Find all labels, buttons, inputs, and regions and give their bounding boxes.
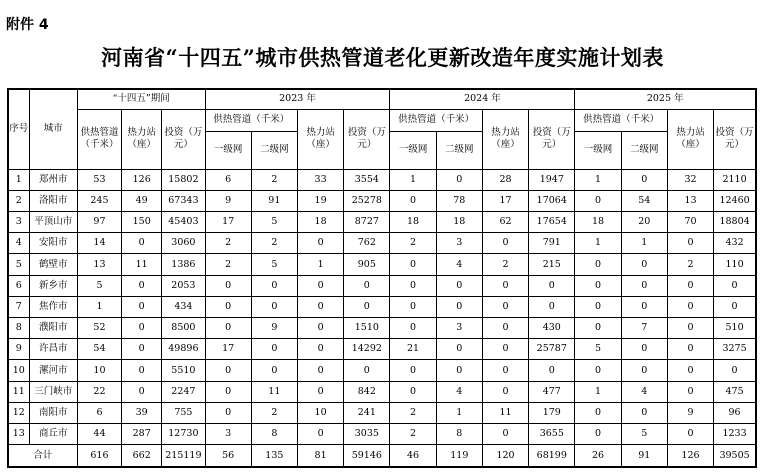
- cell-cst: 0: [667, 360, 713, 381]
- cell-ast: 10: [297, 402, 343, 423]
- cell-p_pipe: 5: [77, 275, 121, 296]
- cell-cst: 0: [667, 424, 713, 445]
- cell-c1: 0: [575, 360, 621, 381]
- cell-p_inv: 5510: [162, 360, 205, 381]
- cell-c2: 4: [621, 381, 667, 402]
- header-plan-period: “十四五”期间: [77, 89, 205, 109]
- header-plan-station: 热力站（座）: [122, 109, 162, 169]
- cell-no: 12: [8, 402, 29, 423]
- cell-p_inv: 45403: [162, 211, 205, 232]
- cell-bst: 0: [482, 424, 528, 445]
- cell-c1: 18: [575, 211, 621, 232]
- cell-bst: 17: [482, 190, 528, 211]
- cell-bst: 0: [482, 233, 528, 254]
- cell-cst: 0: [667, 296, 713, 317]
- plan-table: [7, 88, 757, 468]
- cell-b1: 0: [390, 190, 436, 211]
- table-row: [8, 190, 756, 211]
- cell-ast: 1: [297, 254, 343, 275]
- cell-cinv: 510: [714, 318, 756, 339]
- cell-p_st: 49: [122, 190, 162, 211]
- total-c2: 91: [621, 445, 667, 467]
- total-cst: 126: [667, 445, 713, 467]
- cell-city: 安阳市: [29, 233, 77, 254]
- cell-cinv: 432: [714, 233, 756, 254]
- cell-no: 5: [8, 254, 29, 275]
- cell-b1: 2: [390, 402, 436, 423]
- cell-b2: 1: [436, 402, 482, 423]
- header-2024-primary: 一级网: [390, 131, 436, 169]
- cell-cinv: 3275: [714, 339, 756, 360]
- cell-c1: 0: [575, 402, 621, 423]
- cell-p_pipe: 1: [77, 296, 121, 317]
- cell-no: 1: [8, 169, 29, 190]
- header-2025-pipe: 供热管道（千米）: [575, 109, 667, 131]
- cell-ast: 33: [297, 169, 343, 190]
- cell-b1: 0: [390, 381, 436, 402]
- cell-b2: 78: [436, 190, 482, 211]
- cell-a1: 17: [205, 211, 251, 232]
- cell-p_inv: 434: [162, 296, 205, 317]
- cell-p_inv: 3060: [162, 233, 205, 254]
- cell-city: 商丘市: [29, 424, 77, 445]
- cell-a1: 0: [205, 318, 251, 339]
- cell-a1: 0: [205, 296, 251, 317]
- cell-a1: 9: [205, 190, 251, 211]
- cell-c2: 0: [621, 169, 667, 190]
- cell-b2: 4: [436, 254, 482, 275]
- cell-bst: 0: [482, 296, 528, 317]
- cell-b2: 0: [436, 360, 482, 381]
- cell-a2: 8: [251, 424, 297, 445]
- cell-a2: 2: [251, 169, 297, 190]
- total-ast: 81: [297, 445, 343, 467]
- cell-bst: 0: [482, 360, 528, 381]
- table-row: [8, 360, 756, 381]
- header-2024-pipe: 供热管道（千米）: [390, 109, 482, 131]
- cell-p_st: 0: [122, 233, 162, 254]
- cell-b1: 2: [390, 233, 436, 254]
- cell-p_inv: 755: [162, 402, 205, 423]
- cell-cinv: 0: [714, 275, 756, 296]
- cell-binv: 477: [529, 381, 575, 402]
- total-p_st: 662: [122, 445, 162, 467]
- cell-ainv: 3035: [344, 424, 390, 445]
- cell-cst: 0: [667, 318, 713, 339]
- cell-city: 三门峡市: [29, 381, 77, 402]
- cell-ainv: 8727: [344, 211, 390, 232]
- cell-c2: 0: [621, 296, 667, 317]
- cell-ainv: 1510: [344, 318, 390, 339]
- cell-binv: 0: [529, 296, 575, 317]
- cell-ainv: 25278: [344, 190, 390, 211]
- cell-c1: 0: [575, 275, 621, 296]
- cell-cst: 0: [667, 381, 713, 402]
- header-2023-pipe: 供热管道（千米）: [205, 109, 297, 131]
- cell-ainv: 842: [344, 381, 390, 402]
- total-ainv: 59146: [344, 445, 390, 467]
- cell-a1: 3: [205, 424, 251, 445]
- cell-bst: 0: [482, 318, 528, 339]
- header-2023-secondary: 二级网: [251, 131, 297, 169]
- header-2025-primary: 一级网: [575, 131, 621, 169]
- cell-p_st: 0: [122, 381, 162, 402]
- cell-binv: 215: [529, 254, 575, 275]
- header-2025-invest: 投资（万元）: [714, 109, 756, 169]
- cell-p_inv: 2247: [162, 381, 205, 402]
- cell-p_st: 126: [122, 169, 162, 190]
- cell-city: 焦作市: [29, 296, 77, 317]
- table-row: [8, 254, 756, 275]
- cell-a2: 11: [251, 381, 297, 402]
- cell-b2: 8: [436, 424, 482, 445]
- cell-c2: 0: [621, 254, 667, 275]
- cell-a2: 9: [251, 318, 297, 339]
- cell-c2: 0: [621, 339, 667, 360]
- cell-p_st: 0: [122, 339, 162, 360]
- cell-bst: 2: [482, 254, 528, 275]
- cell-c1: 1: [575, 233, 621, 254]
- cell-cinv: 1233: [714, 424, 756, 445]
- header-2023-invest: 投资（万元）: [344, 109, 390, 169]
- cell-p_st: 0: [122, 275, 162, 296]
- cell-cst: 2: [667, 254, 713, 275]
- cell-a2: 2: [251, 402, 297, 423]
- cell-binv: 0: [529, 360, 575, 381]
- cell-binv: 3655: [529, 424, 575, 445]
- header-2023-station: 热力站（座）: [297, 109, 343, 169]
- cell-ast: 0: [297, 275, 343, 296]
- cell-a2: 2: [251, 233, 297, 254]
- cell-city: 洛阳市: [29, 190, 77, 211]
- cell-ast: 0: [297, 381, 343, 402]
- cell-binv: 791: [529, 233, 575, 254]
- cell-a2: 5: [251, 211, 297, 232]
- cell-city: 南阳市: [29, 402, 77, 423]
- cell-p_pipe: 54: [77, 339, 121, 360]
- header-seq: 序号: [8, 89, 29, 169]
- cell-ast: 0: [297, 360, 343, 381]
- cell-c1: 0: [575, 296, 621, 317]
- cell-c1: 0: [575, 190, 621, 211]
- cell-city: 濮阳市: [29, 318, 77, 339]
- cell-no: 13: [8, 424, 29, 445]
- cell-a1: 0: [205, 381, 251, 402]
- cell-no: 11: [8, 381, 29, 402]
- cell-b1: 1: [390, 169, 436, 190]
- cell-bst: 0: [482, 275, 528, 296]
- table-row: [8, 296, 756, 317]
- cell-a2: 0: [251, 360, 297, 381]
- cell-p_pipe: 13: [77, 254, 121, 275]
- total-a2: 135: [251, 445, 297, 467]
- cell-no: 7: [8, 296, 29, 317]
- cell-a2: 0: [251, 339, 297, 360]
- cell-a1: 2: [205, 233, 251, 254]
- cell-a1: 0: [205, 360, 251, 381]
- cell-p_pipe: 6: [77, 402, 121, 423]
- total-cinv: 39505: [714, 445, 756, 467]
- table-row: [8, 275, 756, 296]
- total-bst: 120: [482, 445, 528, 467]
- cell-ast: 0: [297, 318, 343, 339]
- total-label: 合计: [8, 445, 77, 467]
- cell-c1: 1: [575, 381, 621, 402]
- cell-ainv: 0: [344, 360, 390, 381]
- cell-c2: 1: [621, 233, 667, 254]
- cell-cst: 0: [667, 339, 713, 360]
- cell-c1: 0: [575, 318, 621, 339]
- cell-p_st: 0: [122, 360, 162, 381]
- cell-ainv: 14292: [344, 339, 390, 360]
- header-year-2025: 2025 年: [575, 89, 756, 109]
- cell-a2: 5: [251, 254, 297, 275]
- cell-p_pipe: 97: [77, 211, 121, 232]
- cell-c1: 5: [575, 339, 621, 360]
- total-binv: 68199: [529, 445, 575, 467]
- cell-cst: 70: [667, 211, 713, 232]
- cell-ast: 18: [297, 211, 343, 232]
- cell-b1: 18: [390, 211, 436, 232]
- cell-cinv: 475: [714, 381, 756, 402]
- cell-b2: 0: [436, 339, 482, 360]
- header-plan-pipe: 供热管道（千米）: [77, 109, 121, 169]
- cell-cst: 0: [667, 233, 713, 254]
- table-row: [8, 381, 756, 402]
- cell-cst: 13: [667, 190, 713, 211]
- cell-p_inv: 8500: [162, 318, 205, 339]
- cell-binv: 430: [529, 318, 575, 339]
- cell-b1: 2: [390, 424, 436, 445]
- cell-city: 许昌市: [29, 339, 77, 360]
- cell-c2: 0: [621, 360, 667, 381]
- cell-ainv: 762: [344, 233, 390, 254]
- cell-c1: 1: [575, 169, 621, 190]
- cell-bst: 0: [482, 381, 528, 402]
- cell-b2: 18: [436, 211, 482, 232]
- cell-p_inv: 67343: [162, 190, 205, 211]
- cell-a1: 0: [205, 275, 251, 296]
- cell-no: 9: [8, 339, 29, 360]
- cell-city: 漯河市: [29, 360, 77, 381]
- cell-p_inv: 49896: [162, 339, 205, 360]
- cell-a1: 6: [205, 169, 251, 190]
- cell-a2: 91: [251, 190, 297, 211]
- cell-b1: 0: [390, 360, 436, 381]
- cell-cinv: 2110: [714, 169, 756, 190]
- cell-ainv: 3554: [344, 169, 390, 190]
- cell-p_pipe: 52: [77, 318, 121, 339]
- header-2024-secondary: 二级网: [436, 131, 482, 169]
- annex-label: 附件 4: [6, 17, 49, 33]
- cell-cst: 0: [667, 275, 713, 296]
- cell-ast: 0: [297, 339, 343, 360]
- cell-cinv: 96: [714, 402, 756, 423]
- cell-cinv: 0: [714, 296, 756, 317]
- cell-bst: 11: [482, 402, 528, 423]
- cell-ast: 0: [297, 296, 343, 317]
- cell-binv: 0: [529, 275, 575, 296]
- cell-ainv: 905: [344, 254, 390, 275]
- cell-a1: 0: [205, 402, 251, 423]
- cell-cst: 9: [667, 402, 713, 423]
- cell-a2: 0: [251, 275, 297, 296]
- cell-c2: 7: [621, 318, 667, 339]
- table-row: [8, 402, 756, 423]
- total-p_inv: 215119: [162, 445, 205, 467]
- cell-no: 8: [8, 318, 29, 339]
- cell-p_pipe: 10: [77, 360, 121, 381]
- cell-ainv: 241: [344, 402, 390, 423]
- cell-cinv: 12460: [714, 190, 756, 211]
- cell-p_st: 150: [122, 211, 162, 232]
- header-year-2023: 2023 年: [205, 89, 390, 109]
- cell-c2: 0: [621, 275, 667, 296]
- cell-binv: 1947: [529, 169, 575, 190]
- cell-b2: 3: [436, 318, 482, 339]
- cell-p_pipe: 22: [77, 381, 121, 402]
- cell-b2: 0: [436, 296, 482, 317]
- cell-b2: 3: [436, 233, 482, 254]
- cell-p_pipe: 53: [77, 169, 121, 190]
- header-2024-invest: 投资（万元）: [529, 109, 575, 169]
- cell-ast: 0: [297, 233, 343, 254]
- cell-b1: 0: [390, 275, 436, 296]
- cell-binv: 179: [529, 402, 575, 423]
- cell-ast: 0: [297, 424, 343, 445]
- cell-c2: 20: [621, 211, 667, 232]
- total-b1: 46: [390, 445, 436, 467]
- cell-no: 6: [8, 275, 29, 296]
- cell-no: 3: [8, 211, 29, 232]
- cell-b2: 0: [436, 169, 482, 190]
- cell-binv: 25787: [529, 339, 575, 360]
- table-row: [8, 318, 756, 339]
- header-2023-primary: 一级网: [205, 131, 251, 169]
- cell-bst: 62: [482, 211, 528, 232]
- cell-no: 2: [8, 190, 29, 211]
- cell-p_inv: 1386: [162, 254, 205, 275]
- cell-p_inv: 12730: [162, 424, 205, 445]
- cell-b2: 0: [436, 275, 482, 296]
- cell-p_pipe: 14: [77, 233, 121, 254]
- header-city: 城市: [29, 89, 77, 169]
- cell-p_st: 0: [122, 296, 162, 317]
- cell-a1: 2: [205, 254, 251, 275]
- cell-a1: 17: [205, 339, 251, 360]
- cell-no: 10: [8, 360, 29, 381]
- cell-c1: 0: [575, 424, 621, 445]
- cell-p_pipe: 44: [77, 424, 121, 445]
- table-row: [8, 339, 756, 360]
- cell-bst: 0: [482, 339, 528, 360]
- cell-c2: 54: [621, 190, 667, 211]
- cell-city: 郑州市: [29, 169, 77, 190]
- header-2025-station: 热力站（座）: [667, 109, 713, 169]
- cell-a2: 0: [251, 296, 297, 317]
- table-row: [8, 211, 756, 232]
- cell-p_st: 287: [122, 424, 162, 445]
- cell-p_st: 11: [122, 254, 162, 275]
- cell-cinv: 110: [714, 254, 756, 275]
- cell-city: 鹤壁市: [29, 254, 77, 275]
- cell-b1: 0: [390, 254, 436, 275]
- cell-city: 新乡市: [29, 275, 77, 296]
- page-title: 河南省“十四五”城市供热管道老化更新改造年度实施计划表: [101, 45, 664, 70]
- cell-p_inv: 15802: [162, 169, 205, 190]
- cell-b1: 21: [390, 339, 436, 360]
- cell-c2: 0: [621, 402, 667, 423]
- cell-ainv: 0: [344, 275, 390, 296]
- table-row: [8, 233, 756, 254]
- table-row: [8, 424, 756, 445]
- cell-p_st: 0: [122, 318, 162, 339]
- cell-bst: 28: [482, 169, 528, 190]
- total-b2: 119: [436, 445, 482, 467]
- cell-ainv: 0: [344, 296, 390, 317]
- cell-b1: 0: [390, 296, 436, 317]
- cell-p_inv: 2053: [162, 275, 205, 296]
- header-year-2024: 2024 年: [390, 89, 575, 109]
- cell-cinv: 0: [714, 360, 756, 381]
- total-p_pipe: 616: [77, 445, 121, 467]
- cell-no: 4: [8, 233, 29, 254]
- total-c1: 26: [575, 445, 621, 467]
- total-row: [8, 445, 756, 467]
- cell-b2: 4: [436, 381, 482, 402]
- cell-binv: 17064: [529, 190, 575, 211]
- header-2024-station: 热力站（座）: [482, 109, 528, 169]
- cell-p_pipe: 245: [77, 190, 121, 211]
- cell-cinv: 18804: [714, 211, 756, 232]
- cell-city: 平顶山市: [29, 211, 77, 232]
- cell-cst: 32: [667, 169, 713, 190]
- cell-c2: 5: [621, 424, 667, 445]
- header-plan-invest: 投资（万元）: [162, 109, 205, 169]
- header-2025-secondary: 二级网: [621, 131, 667, 169]
- cell-ast: 19: [297, 190, 343, 211]
- total-a1: 56: [205, 445, 251, 467]
- cell-c1: 0: [575, 254, 621, 275]
- cell-p_st: 39: [122, 402, 162, 423]
- cell-binv: 17654: [529, 211, 575, 232]
- cell-b1: 0: [390, 318, 436, 339]
- table-row: [8, 169, 756, 190]
